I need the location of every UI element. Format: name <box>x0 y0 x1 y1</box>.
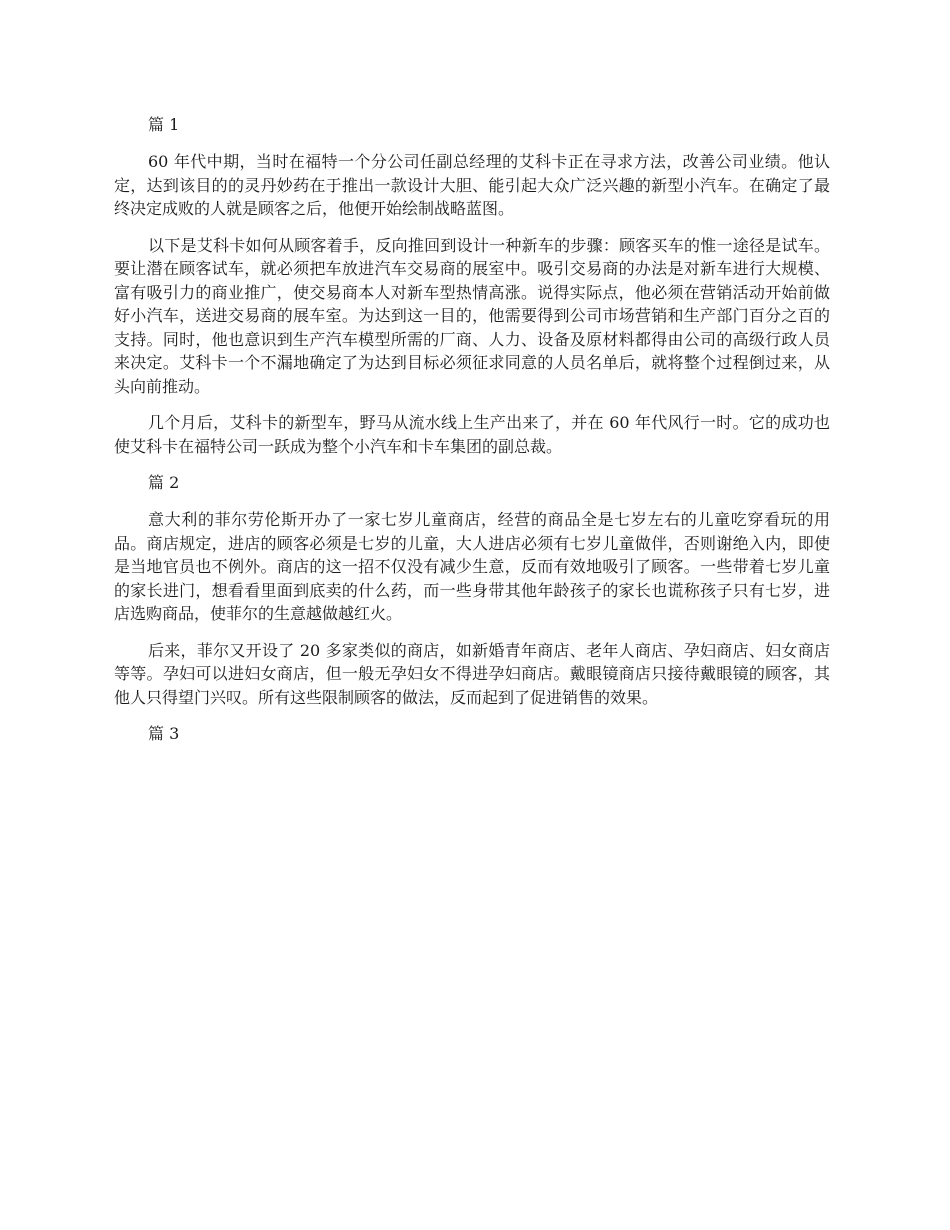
section-heading-3: 篇 3 <box>148 724 180 743</box>
paragraph-1-2: 以下是艾科卡如何从顾客着手，反向推回到设计一种新车的步骤：顾客买车的惟一途径是试车。要让潜在顾客试车，就必须把车放进汽车交易商的展室中。吸引交易商的办法是对新车进行大规模、富有吸引力的商业推广，使交易商本人对新车型热情高涨。说得实际点，他必须在营销活动开始前做好小汽车，送进交易商的展车室。为达到这一目的，他需要得到公司市场营销和生产部门百分之百的支持。同时，他也意识到生产汽车模型所需的厂商、人力、设备及原材料都得由公司的高级行政人员来决定。艾科卡一个不漏地确定了为达到目标必须征求同意的人员名单后，就将整个过程倒过来，从头向前推动。 <box>114 235 830 396</box>
paragraph-2-1: 意大利的菲尔劳伦斯开办了一家七岁儿童商店，经营的商品全是七岁左右的儿童吃穿看玩的用品。商店规定，进店的顾客必须是七岁的儿童，大人进店必须有七岁儿童做伴，否则谢绝入内，即使是当地官员也不例外。商店的这一招不仅没有减少生意，反而有效地吸引了顾客。一些带着七岁儿童的家长进门，想看看里面到底卖的什么药，而一些身带其他年龄孩子的家长也谎称孩子只有七岁，进店选购商品，使菲尔的生意越做越红火。 <box>114 510 830 623</box>
paragraph-1-3: 几个月后，艾科卡的新型车，野马从流水线上生产出来了，并在 60 年代风行一时。它的成功也使艾科卡在福特公司一跃成为整个小汽车和卡车集团的副总裁。 <box>114 413 830 456</box>
section-heading-1: 篇 1 <box>148 115 180 134</box>
section-heading-2: 篇 2 <box>148 473 180 492</box>
document-page <box>114 113 830 759</box>
paragraph-2-2: 后来，菲尔又开设了 20 多家类似的商店，如新婚青年商店、老年人商店、孕妇商店、妇女商店等等。孕妇可以进妇女商店，但一般无孕妇女不得进孕妇商店。戴眼镜商店只接待戴眼镜的顾客，其他人只得望门兴叹。所有这些限制顾客的做法，反而起到了促进销售的效果。 <box>114 640 830 707</box>
paragraph-1-1: 60 年代中期，当时在福特一个分公司任副总经理的艾科卡正在寻求方法，改善公司业绩。他认定，达到该目的的灵丹妙药在于推出一款设计大胆、能引起大众广泛兴趣的新型小汽车。在确定了最终决定成败的人就是顾客之后，他便开始绘制战略蓝图。 <box>114 152 830 218</box>
